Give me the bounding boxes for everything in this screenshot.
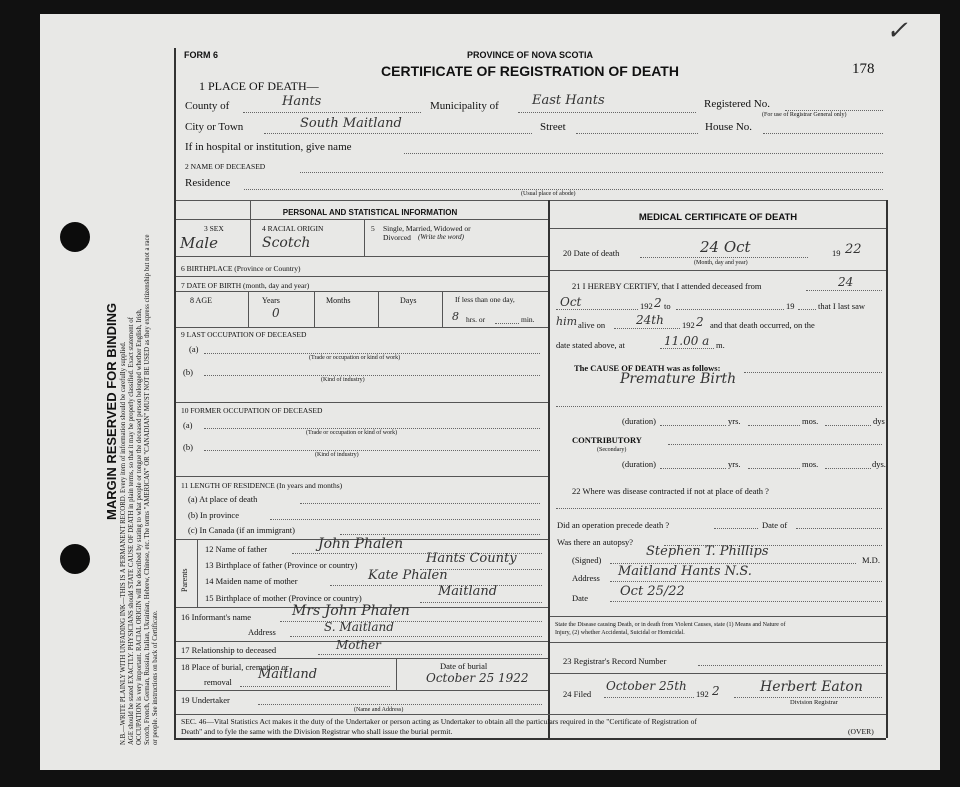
informant-address-label: Address bbox=[248, 627, 276, 637]
burial-label-2: removal bbox=[204, 677, 232, 687]
filed-date-value: October 25th bbox=[606, 679, 687, 693]
father-birthplace-value: Hants County bbox=[426, 551, 517, 566]
yrs-label-1: yrs. bbox=[728, 416, 741, 426]
former-occupation-heading: 10 FORMER OCCUPATION OF DECEASED bbox=[181, 406, 323, 415]
father-value: John Phalen bbox=[318, 536, 404, 552]
year-2-prefix: 19 bbox=[786, 301, 795, 311]
trade-note-1: (Trade or occupation or kind of work) bbox=[309, 355, 401, 361]
min-label: min. bbox=[521, 315, 535, 324]
death-occurred-label: and that death occurred, on the bbox=[710, 320, 815, 330]
duration-label-2: (duration) bbox=[622, 459, 656, 469]
years-value: 0 bbox=[272, 306, 280, 320]
informant-address-value: S. Maitland bbox=[324, 620, 394, 634]
hours-value: 8 bbox=[452, 310, 459, 323]
registered-no-label: Registered No. bbox=[704, 98, 770, 110]
name-address-note: (Name and Address) bbox=[354, 707, 404, 713]
date-of-label: Date of bbox=[762, 520, 788, 530]
mother-value: Kate Phalen bbox=[368, 568, 448, 583]
certificate-number: 178 bbox=[852, 61, 875, 77]
hospital-label: If in hospital or institution, give name bbox=[185, 141, 352, 153]
filed-label: 24 Filed bbox=[563, 689, 592, 699]
residence-c: (c) In Canada (if an immigrant) bbox=[188, 525, 295, 535]
parents-label: Parents bbox=[180, 568, 189, 592]
date-of-death-label: 20 Date of death bbox=[563, 248, 620, 258]
dob-label: 7 DATE OF BIRTH (month, day and year) bbox=[181, 281, 310, 290]
relationship-value: Mother bbox=[336, 638, 381, 652]
signed-value: Stephen T. Phillips bbox=[646, 544, 769, 559]
municipality-label: Municipality of bbox=[430, 100, 499, 112]
cause-of-death-value: Premature Birth bbox=[620, 371, 737, 387]
dys-label-1: dys bbox=[873, 416, 885, 426]
year-prefix: 19 bbox=[832, 248, 841, 258]
dys-label-2: dys. bbox=[872, 459, 886, 469]
informant-label: 16 Informant's name bbox=[181, 612, 251, 622]
medical-address-value: Maitland Hants N.S. bbox=[618, 564, 752, 579]
margin-binding-text: MARGIN RESERVED FOR BINDING bbox=[104, 302, 119, 520]
birthplace-label: 6 BIRTHPLACE (Province or Country) bbox=[181, 264, 301, 273]
date-of-burial-value: October 25 1922 bbox=[426, 671, 529, 685]
filed-year-prefix: 192 bbox=[696, 689, 709, 699]
racial-origin-label: 4 RACIAL ORIGIN bbox=[262, 224, 324, 233]
burial-place-value: Maitland bbox=[258, 667, 318, 682]
registrar-note: (For use of Registrar General only) bbox=[762, 112, 847, 118]
father-label: 12 Name of father bbox=[205, 544, 268, 554]
footer-line-1: SEC. 46—Vital Statistics Act makes it the duty of the Undertaker or person acting as Undertaker to obtain all the particulars required in the "Certificate of Registration of bbox=[181, 717, 697, 726]
place-of-death-heading: 1 PLACE OF DEATH— bbox=[199, 79, 319, 93]
certify-text: 21 I HEREBY CERTIFY, that I attended deceased from bbox=[572, 281, 762, 291]
racial-origin-value: Scotch bbox=[262, 235, 311, 251]
years-label: Years bbox=[262, 296, 280, 305]
attended-from-day: 24 bbox=[838, 275, 854, 289]
margin-note-line-1: N.B.—WRITE PLAINLY WITH UNFADING INK—THIS IS A PERMANENT RECORD. Every item of information should be carefully supplied. bbox=[120, 341, 127, 745]
center-divider bbox=[548, 200, 550, 738]
last-saw-label: that I last saw bbox=[818, 301, 865, 311]
date-of-burial-label: Date of burial bbox=[440, 661, 488, 671]
alive-on-label: alive on bbox=[578, 320, 606, 330]
former-b: (b) bbox=[183, 442, 193, 452]
county-label: County of bbox=[185, 100, 230, 112]
city-value: South Maitland bbox=[300, 116, 402, 131]
operation-label: Did an operation precede death ? bbox=[557, 520, 670, 530]
certificate-title: CERTIFICATE OF REGISTRATION OF DEATH bbox=[381, 63, 679, 79]
year-3-prefix: 192 bbox=[682, 320, 695, 330]
months-label: Months bbox=[326, 296, 351, 305]
duration-label-1: (duration) bbox=[622, 416, 656, 426]
date-stated-label: date stated above, at bbox=[556, 340, 625, 350]
him-value: him bbox=[556, 315, 578, 328]
form-number: FORM 6 bbox=[184, 50, 219, 60]
form-bottom-border bbox=[174, 738, 886, 740]
md-label: M.D. bbox=[862, 555, 880, 565]
less-than-day-label: If less than one day, bbox=[455, 295, 515, 304]
undertaker-label: 19 Undertaker bbox=[181, 695, 230, 705]
margin-note-line-2: AGE should be stated EXACTLY. PHYSICIANS should STATE CAUSE OF DEATH in plain terms, so that it may be properly classified. Exact statement of bbox=[128, 317, 135, 745]
alive-day-value: 24th bbox=[636, 313, 664, 327]
mos-label-1: mos. bbox=[802, 416, 819, 426]
margin-note-line-5: or people. See instructions on back of Certificate. bbox=[152, 610, 159, 745]
registrar-signature: Herbert Eaton bbox=[760, 679, 863, 695]
last-occupation-heading: 9 LAST OCCUPATION OF DECEASED bbox=[181, 330, 307, 339]
signed-label: (Signed) bbox=[572, 555, 602, 565]
mother-birthplace-value: Maitland bbox=[438, 584, 498, 599]
name-of-deceased-label: 2 NAME OF DECEASED bbox=[185, 162, 266, 171]
burial-label-1: 18 Place of burial, cremation or bbox=[181, 662, 289, 672]
hrs-label: hrs. or bbox=[466, 315, 486, 324]
autopsy-label: Was there an autopsy? bbox=[557, 537, 634, 547]
house-no-label: House No. bbox=[705, 121, 753, 133]
age-label: 8 AGE bbox=[190, 296, 212, 305]
occupation-a: (a) bbox=[189, 344, 199, 354]
violent-note-2: Injury, (2) whether Accidental, Suicidal or Homicidal. bbox=[555, 630, 685, 636]
former-a: (a) bbox=[183, 420, 193, 430]
yrs-label-2: yrs. bbox=[728, 459, 741, 469]
city-label: City or Town bbox=[185, 121, 244, 133]
division-registrar-label: Division Registrar bbox=[790, 699, 838, 706]
personal-heading: PERSONAL AND STATISTICAL INFORMATION bbox=[282, 208, 458, 217]
write-word-note: (Write the word) bbox=[418, 233, 465, 241]
contributory-label: CONTRIBUTORY bbox=[572, 435, 642, 445]
residence-a: (a) At place of death bbox=[188, 494, 258, 504]
residence-heading: 11 LENGTH OF RESIDENCE (In years and months) bbox=[181, 481, 343, 490]
year-3-value: 2 bbox=[696, 315, 704, 329]
medical-date-value: Oct 25/22 bbox=[620, 584, 685, 599]
footer-line-2: Death" and to fyle the same with the Division Registrar who shall issue the burial permit. bbox=[181, 727, 453, 736]
secondary-note: (Secondary) bbox=[597, 447, 627, 453]
father-birthplace-label: 13 Birthplace of father (Province or country) bbox=[205, 560, 358, 570]
mother-birthplace-label: 15 Birthplace of mother (Province or country) bbox=[205, 593, 362, 603]
industry-note-2: (Kind of industry) bbox=[315, 452, 359, 458]
medical-address-label: Address bbox=[572, 573, 600, 583]
occupation-b: (b) bbox=[183, 367, 193, 377]
abode-note: (Usual place of abode) bbox=[521, 191, 576, 197]
margin-note-line-3: OCCUPATION is very important. RACIAL ORIGIN will be described by stating to what people or tongue the deceased person belonged whether English, Irish, bbox=[136, 308, 143, 745]
marital-number: 5 bbox=[371, 224, 375, 233]
to-label: to bbox=[664, 301, 671, 311]
sex-label: 3 SEX bbox=[204, 224, 224, 233]
form-left-border bbox=[174, 48, 176, 738]
residence-label: Residence bbox=[185, 177, 231, 189]
sex-value: Male bbox=[180, 234, 218, 252]
county-value: Hants bbox=[282, 94, 322, 109]
registrar-record-label: 23 Registrar's Record Number bbox=[563, 656, 667, 666]
year-1-value: 2 bbox=[654, 296, 662, 310]
cause-of-death-label: The CAUSE OF DEATH was as follows: bbox=[574, 363, 721, 373]
medical-heading: MEDICAL CERTIFICATE OF DEATH bbox=[638, 212, 798, 223]
medical-date-label: Date bbox=[572, 593, 589, 603]
residence-b: (b) In province bbox=[188, 510, 239, 520]
marital-text-2: Divorced bbox=[383, 233, 411, 242]
check-mark: ✓ bbox=[886, 16, 908, 46]
informant-value: Mrs John Phalen bbox=[292, 603, 410, 619]
municipality-value: East Hants bbox=[532, 93, 605, 108]
mos-label-2: mos. bbox=[802, 459, 819, 469]
year-1-prefix: 192 bbox=[640, 301, 653, 311]
binding-hole-bottom bbox=[60, 544, 90, 574]
marital-text-1: Single, Married, Widowed or bbox=[383, 224, 471, 233]
over-label: (OVER) bbox=[848, 727, 874, 736]
q22-label: 22 Where was disease contracted if not at place of death ? bbox=[572, 486, 769, 496]
province-title: PROVINCE OF NOVA SCOTIA bbox=[466, 50, 593, 60]
year-value: 22 bbox=[845, 242, 862, 257]
days-label: Days bbox=[400, 296, 417, 305]
attended-from-month: Oct bbox=[560, 295, 582, 309]
binding-hole-top bbox=[60, 222, 90, 252]
margin-note-line-4: Scotch, French, German, Russian, Italian, Ukrainian, Hebrew, Chinese, etc. The terms "AMERICAN" OR "CANADIAN" MUST NOT BE USED as they express citizenship but not a race bbox=[144, 234, 151, 745]
filed-year-value: 2 bbox=[712, 684, 720, 698]
month-day-year-note: (Month, day and year) bbox=[694, 260, 748, 266]
mother-label: 14 Maiden name of mother bbox=[205, 576, 298, 586]
street-label: Street bbox=[540, 121, 566, 133]
trade-note-2: (Trade or occupation or kind of work) bbox=[306, 430, 398, 436]
time-value: 11.00 a bbox=[664, 334, 710, 348]
relationship-label: 17 Relationship to deceased bbox=[181, 645, 277, 655]
right-border bbox=[886, 200, 888, 738]
violent-note-1: State the Disease causing Death, or in death from Violent Causes, state (1) Means and Nature of bbox=[555, 622, 786, 628]
date-of-death-value: 24 Oct bbox=[700, 238, 751, 256]
industry-note-1: (Kind of industry) bbox=[321, 377, 365, 383]
m-suffix: m. bbox=[716, 340, 725, 350]
